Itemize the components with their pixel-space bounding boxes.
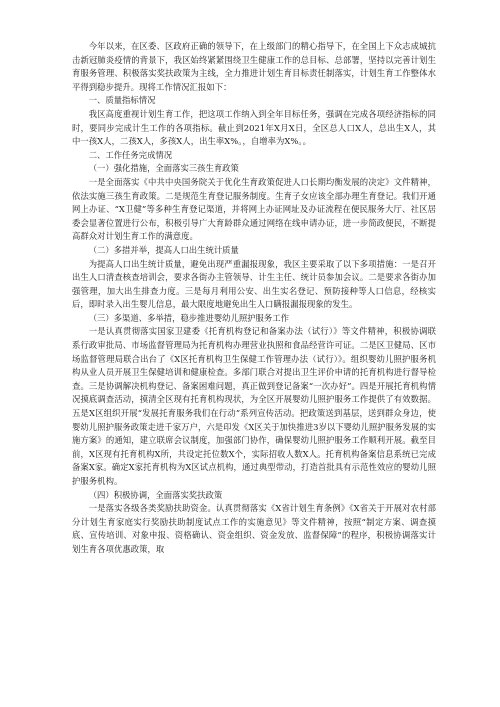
section-heading-task-completion: 二、工作任务完成情况	[88, 149, 173, 160]
reward-policy-paragraph: 一是落实各级各类奖励扶助资金。认真贯彻落实《X省计划生育条例》《X省关于开展对农村部分计划生育家庭实行奖励扶助制度试点工作的实施意见》等文件精神，按照“制定方案、调查摸底、宣传培训、对象申报、资格确认、资金组织、资金发放、监督保障”的程序，积极协调落实计划生育各项优惠政策，取	[72, 503, 436, 554]
subsection-heading-reward-policy: （四）积极协调，全面落实奖扶政策	[88, 489, 223, 500]
infant-care-paragraph: 一是认真贯彻落实国家卫建委《托育机构登记和备案办法（试行）》等文件精神，积极协调联系行政审批局、市场监督管理局为托育机构办理营业执照和食品经营许可证。二是区卫健局、区市场监督管理局联合出台了《X区托育机构卫生保健工作管理办法（试行）》。组织婴幼儿照护服务机构从业人员开展卫生保健培训和健康检查。多部门联合对提出卫生评价申请的托育机构进行督导检查。三是协调解决机构登记、备案困难问题，真正做到登记备案“一次办好”。四是开展托育机构情况摸底调查活动，摸清全区现有托育机构现状，为全区开展婴幼儿照护服务工作提供了有效数据。五是X区组织开展“发展托育服务我们在行动”系列宣传活动。把政策送到基层，送到群众身边，使婴幼儿照护服务政策走进千家万户，六是印发《X区关于加快推进3岁以下婴幼儿照护服务发展的实施方案》的通知，建立联席会议制度，加强部门协作，确保婴幼儿照护服务工作顺利开展。截至目前，X区现有托育机构X所，共设定托位数X个，实际招收人数X人。托育机构备案信息系统已完成备案X家。确定X家托育机构为X区试点机构，通过典型带动，打造首批具有示范性效应的婴幼儿照护服务机构。	[72, 326, 436, 486]
subsection-heading-birth-statistics: （二）多措并举，提高人口出生统计质量	[88, 244, 239, 255]
subsection-heading-three-child-policy: （一）强化措施，全面落实三孩生育政策	[88, 163, 239, 174]
subsection-heading-infant-care: （三）多渠道、多举措，稳步推进婴幼儿照护服务工作	[88, 312, 289, 323]
three-child-policy-paragraph: 一是全面落实《中共中央国务院关于优化生育政策促进人口长期均衡发展的决定》文件精神，依法实施三孩生育政策。二是规范生育登记服务制度。生育子女应该全部办理生育登记。我们开通网上办证、“X卫健”等多种生育登记渠道，并将网上办证网址及办证流程在便民服务大厅、社区居委会显著位置进行公布，积极引导广大育龄群众通过网络在线申请办证，进一步简政便民，不断提高群众对计划生育工作的满意度。	[72, 176, 436, 242]
section-heading-quality-indicators: 一、质量指标情况	[88, 95, 156, 106]
quality-indicators-paragraph: 我区高度重视计划生育工作，把这项工作纳入到全年目标任务，强调在完成各项经济指标的同时，要同步完成计生工作的各项指标。截止到2021年X月X日，全区总人口X人，总出生X人，其中一孩X人，二孩X人，多孩X人，出生率X%。，自增率为X%。。	[72, 108, 436, 147]
intro-paragraph: 今年以来，在区委、区政府正确的领导下，在上级部门的精心指导下，在全国上下众志成城抗击新冠肺炎疫情的背景下，我区始终紧紧围绕卫生健康工作的总目标、总部署，坚持以完善计划生育服务管理、积极落实奖扶政策为主线，全力推进计划生育目标责任制落实，计划生育工作整体水平得到稳步提升。现将工作情况汇报如下：	[72, 41, 436, 92]
birth-statistics-paragraph: 为提高人口出生统计质量，避免出现严重漏报现象，我区主要采取了以下多项措施：一是召开出生人口清查核查培训会，要求各街办主管领导、计生主任、统计员参加会议。二是要求各街办加强管理，加大出生排查力度。三是每月利用公安、出生实名登记、预防接种等人口信息，经核实后，即时录入出生婴儿信息，最大限度地避免出生人口瞒报漏报现象的发生。	[72, 258, 436, 310]
